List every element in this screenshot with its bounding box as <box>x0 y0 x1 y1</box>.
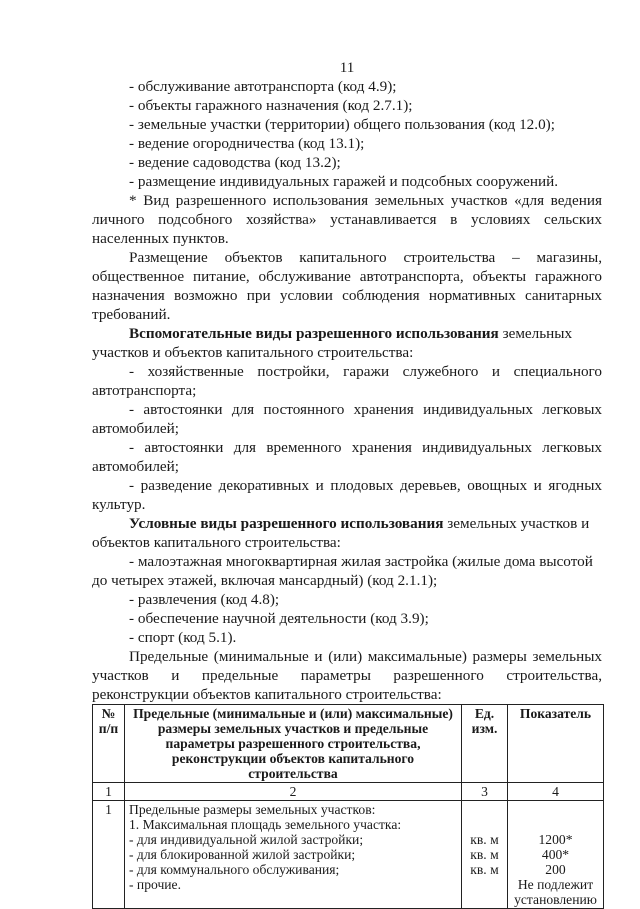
header-name: Предельные (минимальные и (или) максимальные) размеры земельных участков и предельные параметры разрешенного строительства, реконструкции объектов капитального строительства <box>125 705 462 783</box>
list-item: - автостоянки для временного хранения индивидуальных легковых <box>129 439 602 456</box>
paragraph-line: требований. <box>92 306 171 323</box>
paragraph-line: участков и предельные параметры разрешенного строительства, <box>92 667 602 684</box>
list-item: - разведение декоративных и плодовых деревьев, овощных и ягодных <box>129 477 602 494</box>
paragraph-line: реконструкции объектов капитального строительства: <box>92 686 442 703</box>
section-heading <box>92 324 602 343</box>
table-colnum-row <box>93 783 604 801</box>
paragraph-line: Размещение объектов капитального строительства – магазины, <box>129 249 602 266</box>
paragraph-line: участков и объектов капитального строительства: <box>92 344 414 361</box>
row-name-line: - прочие. <box>129 877 181 892</box>
list-item: - обеспечение научной деятельности (код 3.9); <box>129 610 429 627</box>
list-item: - ведение садоводства (код 13.2); <box>129 154 341 171</box>
limits-table <box>92 704 604 909</box>
list-item: - спорт (код 5.1). <box>129 629 237 646</box>
list-item-cont: культур. <box>92 496 146 513</box>
colnum-cell: 3 <box>462 783 508 801</box>
list-item: - земельные участки (территории) общего пользования (код 12.0); <box>129 116 555 133</box>
conditional-heading: Условные виды разрешенного использования <box>129 515 444 532</box>
paragraph-line: общественное питание, обслуживание автотранспорта, объекты гаражного <box>92 268 602 285</box>
list-item: - объекты гаражного назначения (код 2.7.1); <box>129 97 413 114</box>
list-item: - автостоянки для постоянного хранения индивидуальных легковых <box>129 401 602 418</box>
paragraph-line: объектов капитального строительства: <box>92 534 341 551</box>
row-units <box>462 801 508 909</box>
section-heading <box>92 514 602 533</box>
list-item-cont: автомобилей; <box>92 458 180 475</box>
paragraph-line: * Вид разрешенного использования земельных участков «для ведения <box>129 192 602 209</box>
auxiliary-heading-rest: земельных <box>498 325 573 342</box>
conditional-heading-rest: земельных участков и <box>443 515 590 532</box>
row-num: 1 <box>93 801 125 909</box>
list-item: - хозяйственные постройки, гаражи служебного и специального <box>129 363 602 380</box>
header-value: Показатель <box>508 705 604 783</box>
table-row <box>93 801 604 909</box>
list-item: - развлечения (код 4.8); <box>129 591 280 608</box>
indicator-value: 200 <box>545 862 566 877</box>
auxiliary-section <box>92 324 602 514</box>
indicator-value: 400* <box>541 847 570 862</box>
list-item-cont: автотранспорта; <box>92 382 197 399</box>
list-item-cont: до четырех этажей, включая мансардный) (код 2.1.1); <box>92 572 438 589</box>
paragraph-line: Предельные (минимальные и (или) максимальные) размеры земельных <box>129 648 602 665</box>
list-item: - размещение индивидуальных гаражей и подсобных сооружений. <box>129 173 559 190</box>
list-item-cont: автомобилей; <box>92 420 180 437</box>
header-unit: Ед. изм. <box>462 705 508 783</box>
note-paragraph <box>92 191 602 248</box>
table-header-row <box>93 705 604 783</box>
document-page <box>92 58 602 909</box>
list-item: - ведение огородничества (код 13.1); <box>129 135 365 152</box>
row-name-line: - для блокированной жилой застройки; <box>129 847 356 862</box>
row-name-line: 1. Максимальная площадь земельного участка: <box>129 817 402 832</box>
unit-value: кв. м <box>470 862 499 877</box>
row-name <box>125 801 462 909</box>
indicator-value: 1200* <box>538 832 573 847</box>
bullet-list-top <box>92 77 602 191</box>
list-item: - обслуживание автотранспорта (код 4.9); <box>129 78 397 95</box>
page-number: 11 <box>339 59 355 76</box>
row-name-line: - для индивидуальной жилой застройки; <box>129 832 364 847</box>
indicator-value: установлению <box>514 892 597 907</box>
indicator-value: Не подлежит <box>517 877 594 892</box>
row-name-line: - для коммунального обслуживания; <box>129 862 340 877</box>
unit-value: кв. м <box>470 847 499 862</box>
limits-intro <box>92 647 602 704</box>
auxiliary-heading: Вспомогательные виды разрешенного использования <box>129 325 499 342</box>
paragraph-line: назначения возможно при условии соблюдения нормативных санитарных <box>92 287 602 304</box>
placement-paragraph <box>92 248 602 324</box>
colnum-cell: 2 <box>125 783 462 801</box>
paragraph-line: личного подсобного хозяйства» устанавливается в условиях сельских <box>92 211 602 228</box>
row-values <box>508 801 604 909</box>
row-name-line: Предельные размеры земельных участков: <box>129 802 376 817</box>
colnum-cell: 4 <box>508 783 604 801</box>
list-item: - малоэтажная многоквартирная жилая застройка (жилые дома высотой <box>129 553 593 570</box>
header-num: № п/п <box>93 705 125 783</box>
colnum-cell: 1 <box>93 783 125 801</box>
unit-value: кв. м <box>470 832 499 847</box>
paragraph-line: населенных пунктов. <box>92 230 229 247</box>
conditional-section <box>92 514 602 647</box>
